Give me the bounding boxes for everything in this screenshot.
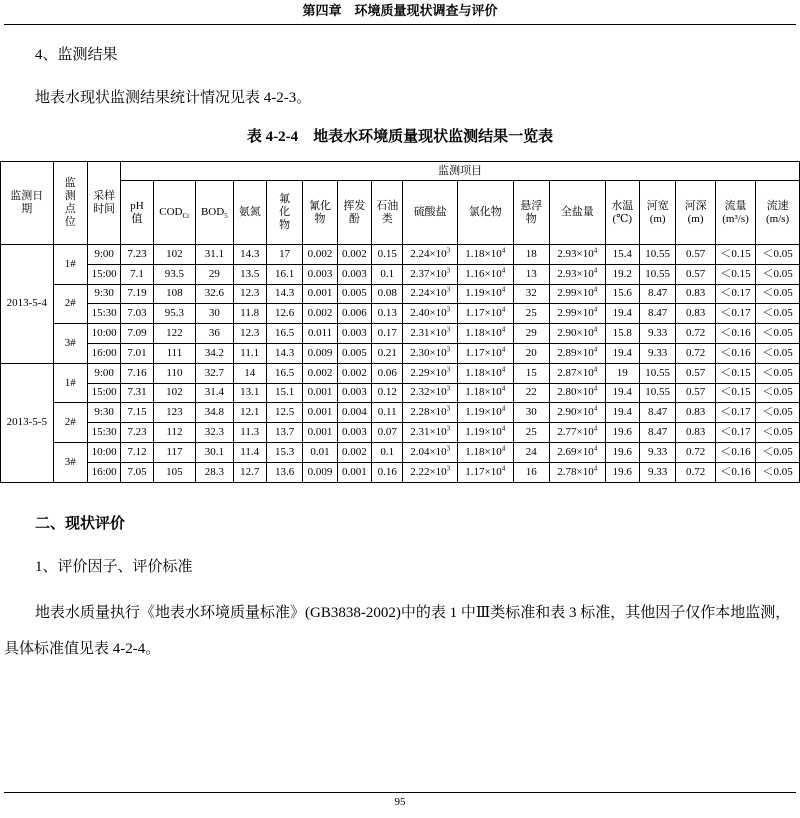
data-cell: ＜0.16: [715, 343, 755, 363]
data-cell: 0.1: [372, 442, 403, 462]
data-cell: 16: [513, 462, 549, 482]
data-cell: $2.99\times 10^4$: [549, 284, 605, 304]
data-cell: $2.77\times 10^4$: [549, 423, 605, 443]
data-cell: 19.6: [605, 442, 639, 462]
data-cell: 9:30: [87, 284, 120, 304]
header-oil: 石油类: [372, 181, 403, 245]
table-row: [1, 324, 800, 344]
data-cell: ＜0.15: [715, 264, 755, 284]
section-heading-monitoring-results: 4、监测结果: [35, 47, 118, 63]
data-cell: $1.19\times 10^4$: [457, 403, 513, 423]
data-cell: ＜0.17: [715, 403, 755, 423]
data-cell: $2.40\times 10^3$: [403, 304, 458, 324]
data-cell: $2.31\times 10^3$: [403, 324, 458, 344]
data-cell: 111: [153, 343, 195, 363]
data-cell: ＜0.05: [756, 423, 800, 443]
data-cell: 0.005: [337, 343, 371, 363]
data-cell: $2.24\times 10^3$: [403, 245, 458, 265]
data-cell: ＜0.05: [756, 324, 800, 344]
data-cell: 12.1: [233, 403, 266, 423]
data-cell: ＜0.05: [756, 304, 800, 324]
data-cell: $2.30\times 10^3$: [403, 343, 458, 363]
data-cell: 10.55: [639, 363, 675, 383]
data-cell: 0.002: [303, 363, 337, 383]
data-cell: 95.3: [153, 304, 195, 324]
subsection-heading-factors-standards: 1、评价因子、评价标准: [35, 559, 193, 575]
data-cell: ＜0.05: [756, 383, 800, 403]
data-cell: 0.002: [303, 245, 337, 265]
page-number: 95: [394, 796, 406, 808]
data-cell: 102: [153, 383, 195, 403]
data-cell: $2.87\times 10^4$: [549, 363, 605, 383]
header-chloride: 氯化物: [457, 181, 513, 245]
data-cell: 105: [153, 462, 195, 482]
data-cell: $2.22\times 10^3$: [403, 462, 458, 482]
data-cell: 12.3: [233, 284, 266, 304]
data-cell: 0.006: [337, 304, 371, 324]
data-cell: 0.001: [303, 284, 337, 304]
data-cell: 102: [153, 245, 195, 265]
header-phenol: 挥发酚: [337, 181, 371, 245]
data-cell: 0.005: [337, 284, 371, 304]
data-cell: 16:00: [87, 343, 120, 363]
data-cell: 31.4: [196, 383, 233, 403]
data-cell: 7.23: [121, 423, 153, 443]
data-cell: 7.15: [121, 403, 153, 423]
data-cell: 8.47: [639, 403, 675, 423]
data-cell: 13.1: [233, 383, 266, 403]
data-cell: 18: [513, 245, 549, 265]
table-row: [1, 264, 800, 284]
data-cell: 0.57: [676, 383, 715, 403]
data-cell: 11.1: [233, 343, 266, 363]
data-cell: 29: [196, 264, 233, 284]
data-cell: 0.83: [676, 284, 715, 304]
data-cell: 22: [513, 383, 549, 403]
data-cell: 0.001: [303, 403, 337, 423]
data-cell: $1.17\times 10^4$: [457, 462, 513, 482]
table-row: [1, 403, 800, 423]
header-salt: 全盐量: [549, 181, 605, 245]
data-cell: 13.6: [266, 462, 302, 482]
data-cell: 0.72: [676, 462, 715, 482]
data-cell: 0.57: [676, 245, 715, 265]
data-cell: 16:00: [87, 462, 120, 482]
data-cell: $2.69\times 10^4$: [549, 442, 605, 462]
data-cell: 0.83: [676, 423, 715, 443]
data-cell: 32.6: [196, 284, 233, 304]
data-cell: 19.6: [605, 423, 639, 443]
data-cell: ＜0.16: [715, 462, 755, 482]
standards-paragraph: 地表水质量执行《地表水环境质量标准》(GB3838-2002)中的表 1 中Ⅲ类标准和表 3 标准，其他因子仅作本地监测，具体标准值见表 4-2-4。: [4, 605, 791, 657]
data-cell: 15: [513, 363, 549, 383]
data-cell: 15:00: [87, 264, 120, 284]
data-cell: 12.3: [233, 324, 266, 344]
data-cell: 13.7: [266, 423, 302, 443]
data-cell: 0.08: [372, 284, 403, 304]
data-cell: $2.80\times 10^4$: [549, 383, 605, 403]
data-cell: 0.83: [676, 403, 715, 423]
data-cell: 0.003: [337, 383, 371, 403]
data-cell: 11.4: [233, 442, 266, 462]
data-cell: 15:30: [87, 423, 120, 443]
table-row: [1, 304, 800, 324]
data-cell: 7.05: [121, 462, 153, 482]
data-cell: 14.3: [233, 245, 266, 265]
data-cell: $1.18\times 10^4$: [457, 383, 513, 403]
table-row: [1, 363, 800, 383]
data-cell: 8.47: [639, 423, 675, 443]
data-cell: ＜0.17: [715, 304, 755, 324]
data-cell: 20: [513, 343, 549, 363]
header-temp: 水温(℃): [605, 181, 639, 245]
data-cell: 10.55: [639, 245, 675, 265]
data-cell: $2.31\times 10^3$: [403, 423, 458, 443]
data-cell: 28.3: [196, 462, 233, 482]
data-cell: 0.001: [303, 423, 337, 443]
data-cell: 7.31: [121, 383, 153, 403]
data-cell: $2.90\times 10^4$: [549, 403, 605, 423]
data-cell: 9.33: [639, 462, 675, 482]
data-cell: 13.5: [233, 264, 266, 284]
data-cell: 16.5: [266, 363, 302, 383]
data-cell: 15:00: [87, 383, 120, 403]
table-caption: 表 4-2-4 地表水环境质量现状监测结果一览表: [246, 129, 554, 145]
header-width: 河宽(m): [639, 181, 675, 245]
data-cell: $1.18\times 10^4$: [457, 324, 513, 344]
data-cell: 108: [153, 284, 195, 304]
data-cell: ＜0.05: [756, 245, 800, 265]
data-cell: 16.5: [266, 324, 302, 344]
data-cell: 0.07: [372, 423, 403, 443]
data-cell: 19.4: [605, 383, 639, 403]
data-cell: 15.4: [605, 245, 639, 265]
point-cell: 1#: [53, 245, 87, 285]
data-cell: 7.09: [121, 324, 153, 344]
data-cell: 19.4: [605, 304, 639, 324]
data-cell: 15.8: [605, 324, 639, 344]
header-time: 采样时间: [87, 162, 120, 245]
data-cell: 0.21: [372, 343, 403, 363]
data-cell: 34.2: [196, 343, 233, 363]
data-cell: $1.18\times 10^4$: [457, 442, 513, 462]
data-cell: 122: [153, 324, 195, 344]
data-cell: 93.5: [153, 264, 195, 284]
data-cell: 12.6: [266, 304, 302, 324]
data-cell: 0.003: [337, 324, 371, 344]
point-cell: 2#: [53, 284, 87, 324]
data-cell: 0.009: [303, 343, 337, 363]
data-cell: 110: [153, 363, 195, 383]
data-cell: 7.03: [121, 304, 153, 324]
data-cell: ＜0.16: [715, 442, 755, 462]
monitoring-results-table: [0, 161, 800, 483]
data-cell: 29: [513, 324, 549, 344]
data-cell: 10.55: [639, 383, 675, 403]
point-cell: 1#: [53, 363, 87, 403]
header-cod: $COD_{Cr}$: [153, 181, 195, 245]
data-cell: 0.13: [372, 304, 403, 324]
data-cell: 9.33: [639, 442, 675, 462]
data-cell: 0.15: [372, 245, 403, 265]
date-cell: 2013-5-4: [1, 245, 54, 364]
data-cell: 12.7: [233, 462, 266, 482]
data-cell: 14.3: [266, 343, 302, 363]
data-cell: $2.32\times 10^3$: [403, 383, 458, 403]
data-cell: ＜0.17: [715, 284, 755, 304]
data-cell: ＜0.15: [715, 363, 755, 383]
data-cell: $2.04\times 10^3$: [403, 442, 458, 462]
data-cell: 12.5: [266, 403, 302, 423]
data-cell: 17: [266, 245, 302, 265]
data-cell: 0.003: [303, 264, 337, 284]
header-cyanide: 氰化物: [303, 181, 337, 245]
data-cell: 25: [513, 423, 549, 443]
data-cell: $2.24\times 10^3$: [403, 284, 458, 304]
data-cell: 19.6: [605, 462, 639, 482]
table-row: [1, 383, 800, 403]
footer-rule: [4, 792, 796, 793]
data-cell: 0.72: [676, 442, 715, 462]
header-rule: [4, 24, 796, 25]
header-sulfate: 硫酸盐: [403, 181, 458, 245]
data-cell: 0.002: [337, 442, 371, 462]
data-cell: $2.37\times 10^3$: [403, 264, 458, 284]
data-cell: 0.002: [337, 363, 371, 383]
data-cell: 7.12: [121, 442, 153, 462]
point-cell: 2#: [53, 403, 87, 443]
data-cell: 0.16: [372, 462, 403, 482]
data-cell: 7.1: [121, 264, 153, 284]
point-cell: 3#: [53, 442, 87, 482]
data-cell: 7.23: [121, 245, 153, 265]
section-heading-status-evaluation: 二、现状评价: [35, 516, 126, 532]
table-row: [1, 245, 800, 265]
data-cell: ＜0.05: [756, 264, 800, 284]
data-cell: 15:30: [87, 304, 120, 324]
table-row: [1, 442, 800, 462]
data-cell: $2.93\times 10^4$: [549, 245, 605, 265]
header-ss: 悬浮物: [513, 181, 549, 245]
data-cell: 30: [513, 403, 549, 423]
data-cell: 14: [233, 363, 266, 383]
data-cell: $1.19\times 10^4$: [457, 423, 513, 443]
data-cell: 123: [153, 403, 195, 423]
header-items-group: 监测项目: [121, 162, 800, 181]
data-cell: 11.3: [233, 423, 266, 443]
data-cell: 9.33: [639, 343, 675, 363]
table-row: [1, 343, 800, 363]
data-cell: $2.28\times 10^3$: [403, 403, 458, 423]
data-cell: 9:00: [87, 363, 120, 383]
data-cell: ＜0.05: [756, 343, 800, 363]
data-cell: 0.72: [676, 343, 715, 363]
data-cell: 7.19: [121, 284, 153, 304]
data-cell: 30.1: [196, 442, 233, 462]
data-cell: $1.16\times 10^4$: [457, 264, 513, 284]
data-cell: ＜0.16: [715, 324, 755, 344]
data-cell: 24: [513, 442, 549, 462]
header-fluoride: 氟化物: [266, 181, 302, 245]
data-cell: 7.16: [121, 363, 153, 383]
data-cell: 9:30: [87, 403, 120, 423]
data-cell: 19.4: [605, 403, 639, 423]
table-row: [1, 284, 800, 304]
data-cell: 0.12: [372, 383, 403, 403]
data-cell: ＜0.05: [756, 442, 800, 462]
data-cell: ＜0.17: [715, 423, 755, 443]
data-cell: $1.18\times 10^4$: [457, 363, 513, 383]
data-cell: ＜0.15: [715, 245, 755, 265]
table-row: [1, 462, 800, 482]
data-cell: 9:00: [87, 245, 120, 265]
data-cell: 0.009: [303, 462, 337, 482]
data-cell: 10:00: [87, 442, 120, 462]
data-cell: 0.003: [337, 264, 371, 284]
data-cell: 7.01: [121, 343, 153, 363]
data-cell: $2.89\times 10^4$: [549, 343, 605, 363]
data-cell: 19.2: [605, 264, 639, 284]
data-cell: 30: [196, 304, 233, 324]
header-date: 监测日期: [1, 162, 54, 245]
data-cell: 10:00: [87, 324, 120, 344]
data-cell: 32.3: [196, 423, 233, 443]
data-cell: 112: [153, 423, 195, 443]
date-cell: 2013-5-5: [1, 363, 54, 482]
data-cell: 15.1: [266, 383, 302, 403]
data-cell: 0.1: [372, 264, 403, 284]
data-cell: $2.78\times 10^4$: [549, 462, 605, 482]
data-cell: 8.47: [639, 304, 675, 324]
data-cell: 14.3: [266, 284, 302, 304]
data-cell: 16.1: [266, 264, 302, 284]
data-cell: 25: [513, 304, 549, 324]
section-intro-text: 地表水现状监测结果统计情况见表 4-2-3。: [35, 90, 312, 106]
data-cell: $1.18\times 10^4$: [457, 245, 513, 265]
data-cell: $1.17\times 10^4$: [457, 304, 513, 324]
data-cell: ＜0.15: [715, 383, 755, 403]
data-cell: 32: [513, 284, 549, 304]
data-cell: 0.83: [676, 304, 715, 324]
data-cell: 0.17: [372, 324, 403, 344]
data-cell: 0.004: [337, 403, 371, 423]
data-cell: 0.001: [303, 383, 337, 403]
data-cell: $2.93\times 10^4$: [549, 264, 605, 284]
table-row: [1, 423, 800, 443]
data-cell: 11.8: [233, 304, 266, 324]
data-cell: ＜0.05: [756, 403, 800, 423]
data-cell: 0.72: [676, 324, 715, 344]
data-cell: 0.011: [303, 324, 337, 344]
data-cell: 15.3: [266, 442, 302, 462]
header-flow: 流量(m³/s): [715, 181, 755, 245]
data-cell: 15.6: [605, 284, 639, 304]
data-cell: 10.55: [639, 264, 675, 284]
data-cell: 19: [605, 363, 639, 383]
data-cell: 0.002: [303, 304, 337, 324]
data-cell: $2.29\times 10^3$: [403, 363, 458, 383]
data-cell: ＜0.05: [756, 363, 800, 383]
data-cell: 0.57: [676, 363, 715, 383]
data-cell: 0.001: [337, 462, 371, 482]
data-cell: 8.47: [639, 284, 675, 304]
header-ph: pH值: [121, 181, 153, 245]
data-cell: 32.7: [196, 363, 233, 383]
data-cell: 0.06: [372, 363, 403, 383]
data-cell: 117: [153, 442, 195, 462]
data-cell: 19.4: [605, 343, 639, 363]
data-cell: 0.11: [372, 403, 403, 423]
data-cell: ＜0.05: [756, 284, 800, 304]
data-cell: $1.19\times 10^4$: [457, 284, 513, 304]
header-velocity: 流速(m/s): [756, 181, 800, 245]
header-ammonia: 氨氮: [233, 181, 266, 245]
point-cell: 3#: [53, 324, 87, 364]
data-cell: $2.99\times 10^4$: [549, 304, 605, 324]
data-cell: 0.003: [337, 423, 371, 443]
data-cell: ＜0.05: [756, 462, 800, 482]
running-header: 第四章 环境质量现状调查与评价: [302, 3, 498, 18]
header-depth: 河深(m): [676, 181, 715, 245]
data-cell: 0.57: [676, 264, 715, 284]
data-cell: 0.01: [303, 442, 337, 462]
header-point: 监测点位: [53, 162, 87, 245]
data-cell: 0.002: [337, 245, 371, 265]
data-cell: 34.8: [196, 403, 233, 423]
data-cell: 36: [196, 324, 233, 344]
data-cell: 9.33: [639, 324, 675, 344]
data-cell: 31.1: [196, 245, 233, 265]
data-cell: $1.17\times 10^4$: [457, 343, 513, 363]
header-bod: $BOD_5$: [196, 181, 233, 245]
data-cell: 13: [513, 264, 549, 284]
data-cell: $2.90\times 10^4$: [549, 324, 605, 344]
